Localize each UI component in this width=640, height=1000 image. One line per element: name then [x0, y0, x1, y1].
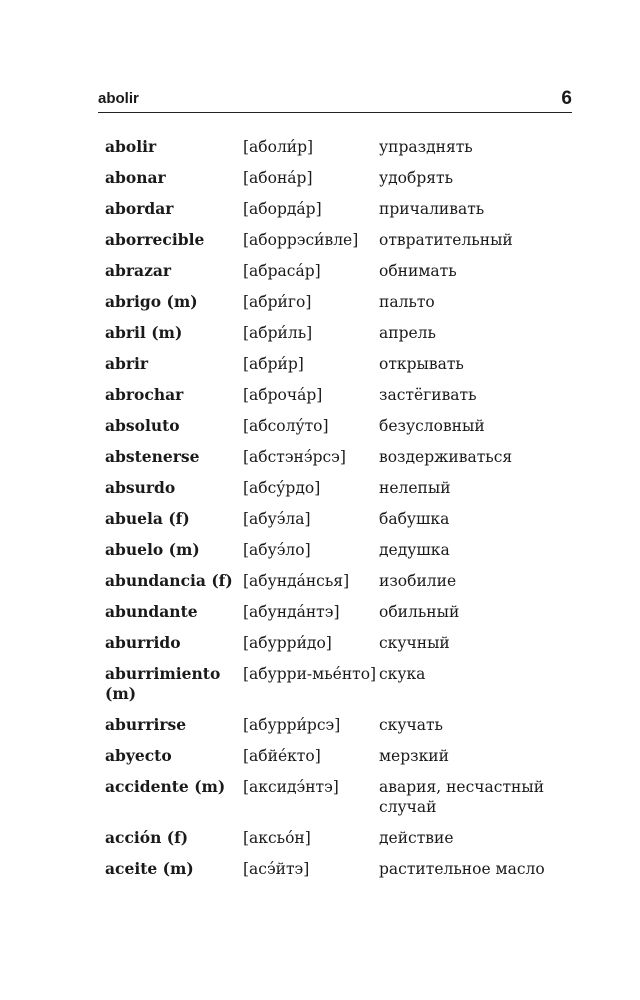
- entry-word: abrochar: [105, 385, 184, 404]
- entry-transcription: [аксьо́н]: [243, 829, 311, 847]
- entry-translation: пальто: [379, 293, 435, 311]
- entry-word: aburrido: [105, 633, 181, 652]
- entry-translation: авария, несчастный случай: [379, 778, 545, 816]
- entry-transcription: [аборда́р]: [243, 200, 322, 218]
- entry-translation: воздерживаться: [379, 448, 513, 466]
- entry-transcription: [абурри́до]: [243, 634, 332, 652]
- entry-word: abstenerse: [105, 447, 200, 466]
- entry-translation: скучать: [379, 716, 443, 734]
- entry-transcription: [абйе́кто]: [243, 747, 321, 765]
- entry-transcription: [абсолу́то]: [243, 417, 329, 435]
- entry-transcription: [абраса́р]: [243, 262, 321, 280]
- entry-translation: апрель: [379, 324, 436, 342]
- entry-word: aborrecible: [105, 230, 205, 249]
- page-number: 6: [561, 88, 572, 109]
- entry-word: abrazar: [105, 261, 172, 280]
- entry-word: abuela (f): [105, 509, 190, 528]
- entry-transcription: [абуэ́ло]: [243, 541, 311, 559]
- entry-translation: застёгивать: [379, 386, 477, 404]
- dictionary-entry: [105, 416, 565, 436]
- entry-word: abyecto: [105, 746, 172, 765]
- entry-word: aburrimiento (m): [105, 664, 221, 703]
- dictionary-entry: [105, 137, 565, 157]
- entry-transcription: [абуэ́ла]: [243, 510, 311, 528]
- entry-word: abonar: [105, 168, 166, 187]
- entry-transcription: [абсу́рдо]: [243, 479, 321, 497]
- entry-word: abrir: [105, 354, 149, 373]
- entry-translation: удобрять: [379, 169, 454, 187]
- entry-transcription: [абурри-мье́нто]: [243, 665, 377, 683]
- dictionary-entry: [105, 602, 565, 622]
- entry-word: abolir: [105, 137, 157, 156]
- dictionary-entry: [105, 571, 565, 591]
- dictionary-entry: [105, 633, 565, 653]
- entry-translation: растительное масло: [379, 860, 545, 878]
- dictionary-entry: [105, 540, 565, 560]
- entry-translation: отвратительный: [379, 231, 513, 249]
- entry-transcription: [абстэнэ́рсэ]: [243, 448, 346, 466]
- entry-transcription: [абри́го]: [243, 293, 312, 311]
- entry-translation: обнимать: [379, 262, 457, 280]
- dictionary-entry: [105, 777, 565, 817]
- entry-translation: упразднять: [379, 138, 473, 156]
- entry-translation: безусловный: [379, 417, 485, 435]
- entry-word: abrigo (m): [105, 292, 198, 311]
- dictionary-entry: [105, 715, 565, 735]
- entry-word: absurdo: [105, 478, 176, 497]
- entry-word: aceite (m): [105, 859, 194, 878]
- entry-word: absoluto: [105, 416, 180, 435]
- entry-transcription: [абунда́нтэ]: [243, 603, 340, 621]
- dictionary-entry: [105, 230, 565, 250]
- entry-word: abundancia (f): [105, 571, 233, 590]
- entry-word: abuelo (m): [105, 540, 200, 559]
- dictionary-entry: [105, 746, 565, 766]
- dictionary-entry: [105, 828, 565, 848]
- entry-transcription: [асэ́йтэ]: [243, 860, 310, 878]
- running-header: [98, 88, 572, 113]
- entry-translation: открывать: [379, 355, 464, 373]
- entry-translation: бабушка: [379, 510, 450, 528]
- dictionary-entry: [105, 664, 565, 704]
- dictionary-list: [105, 137, 565, 890]
- dictionary-entry: [105, 292, 565, 312]
- entry-transcription: [абунда́нсья]: [243, 572, 350, 590]
- entry-translation: мерзкий: [379, 747, 449, 765]
- entry-word: abordar: [105, 199, 174, 218]
- entry-transcription: [абона́р]: [243, 169, 313, 187]
- entry-transcription: [абри́р]: [243, 355, 304, 373]
- dictionary-entry: [105, 354, 565, 374]
- dictionary-entry: [105, 261, 565, 281]
- entry-translation: изобилие: [379, 572, 457, 590]
- entry-translation: скука: [379, 665, 426, 683]
- entry-word: abundante: [105, 602, 198, 621]
- dictionary-entry: [105, 385, 565, 405]
- dictionary-entry: [105, 478, 565, 498]
- entry-transcription: [аболи́р]: [243, 138, 314, 156]
- entry-word: aburrirse: [105, 715, 187, 734]
- entry-translation: скучный: [379, 634, 450, 652]
- entry-transcription: [абри́ль]: [243, 324, 313, 342]
- entry-transcription: [аборрэси́вле]: [243, 231, 359, 249]
- entry-translation: обильный: [379, 603, 460, 621]
- dictionary-entry: [105, 168, 565, 188]
- dictionary-entry: [105, 859, 565, 879]
- dictionary-entry: [105, 447, 565, 467]
- entry-translation: дедушка: [379, 541, 450, 559]
- entry-translation: действие: [379, 829, 454, 847]
- entry-transcription: [абурри́рсэ]: [243, 716, 341, 734]
- entry-transcription: [аксидэ́нтэ]: [243, 778, 339, 796]
- entry-word: acción (f): [105, 828, 189, 847]
- entry-translation: причаливать: [379, 200, 485, 218]
- entry-word: accidente (m): [105, 777, 226, 796]
- dictionary-entry: [105, 509, 565, 529]
- entry-translation: нелепый: [379, 479, 451, 497]
- dictionary-entry: [105, 199, 565, 219]
- entry-transcription: [аброча́р]: [243, 386, 323, 404]
- header-headword: abolir: [98, 90, 139, 107]
- entry-word: abril (m): [105, 323, 183, 342]
- dictionary-entry: [105, 323, 565, 343]
